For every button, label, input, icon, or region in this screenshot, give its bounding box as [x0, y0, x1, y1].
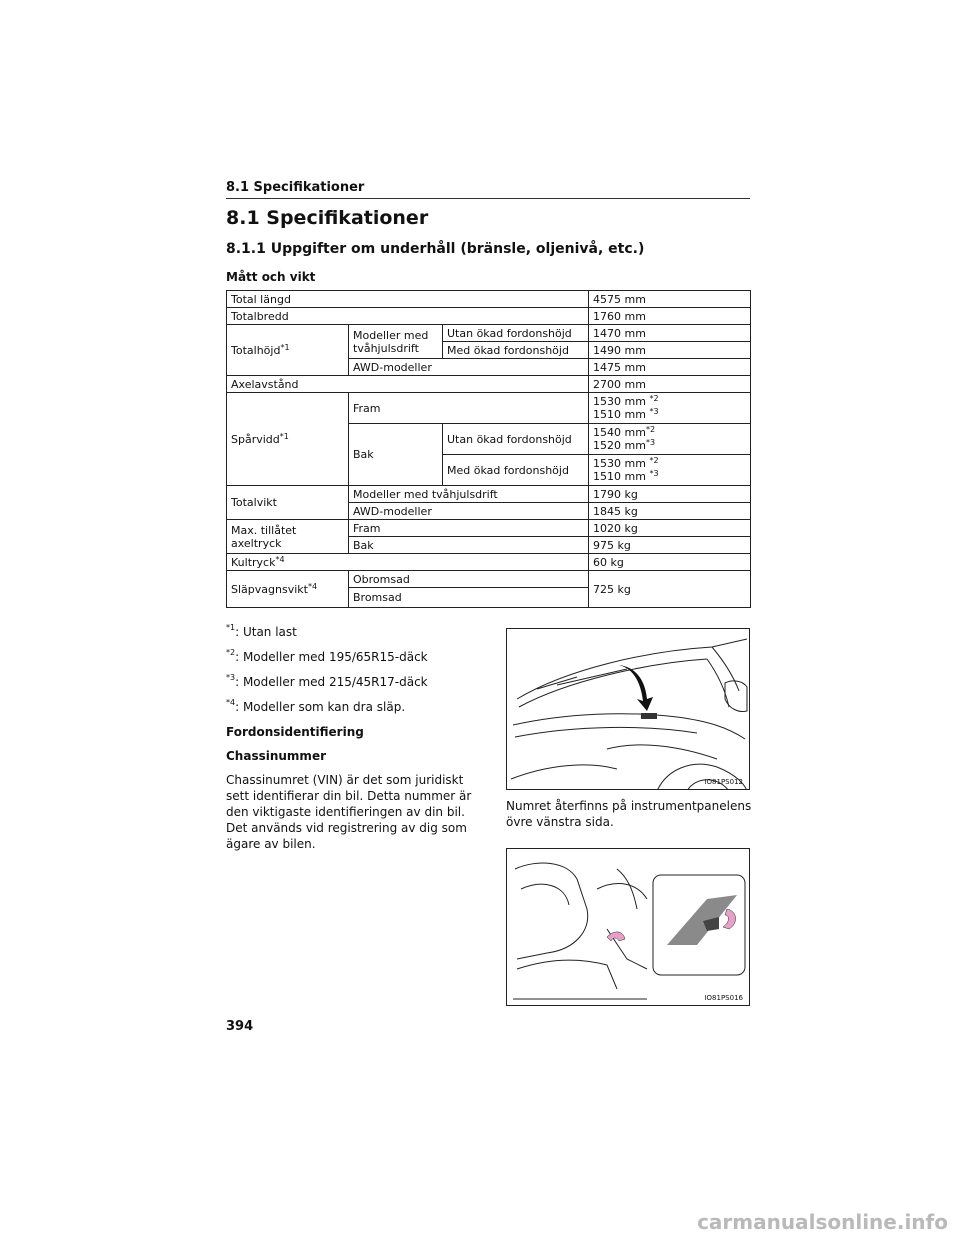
- table-cell: 1020 kg: [589, 520, 751, 537]
- table-cell: Bak: [349, 424, 443, 486]
- table-cell: AWD-modeller: [349, 359, 589, 376]
- table-cell: [589, 424, 751, 455]
- table-cell: [227, 554, 589, 571]
- table-cell: 1845 kg: [589, 503, 751, 520]
- chassis-heading: Chassinummer: [226, 749, 326, 763]
- table-cell: Bromsad: [349, 588, 589, 608]
- car-windshield-drawing: [507, 629, 750, 790]
- footnote-text: : Modeller med 215/45R17-däck: [235, 675, 428, 689]
- footnote-mark: *4: [275, 554, 285, 564]
- table-row: [227, 291, 751, 308]
- table-row: [227, 571, 751, 588]
- table-cell: Med ökad fordonshöjd: [443, 342, 589, 359]
- footnote-mark: *4: [226, 698, 236, 707]
- table-cell: Modeller med tvåhjulsdrift: [349, 486, 589, 503]
- table-row: [227, 376, 751, 393]
- table-cell: [227, 571, 349, 608]
- footnote-mark: *3: [649, 407, 659, 416]
- cell-value: 1540 mm: [593, 426, 646, 439]
- cell-label: Kultryck: [231, 555, 276, 569]
- pointer-arrow-icon: [619, 665, 653, 711]
- table-row: [227, 554, 751, 571]
- header-divider: [226, 198, 750, 199]
- table-cell: Fram: [349, 520, 589, 537]
- footnote-mark: *2: [649, 456, 659, 465]
- cell-value: 1510 mm: [593, 470, 646, 483]
- cell-value: 1530 mm: [593, 457, 646, 470]
- footnote: [226, 699, 476, 715]
- table-cell: Obromsad: [349, 571, 589, 588]
- table-title: Mått och vikt: [226, 270, 316, 284]
- dimensions-table: [226, 290, 751, 608]
- table-row: [227, 393, 751, 424]
- table-cell: [227, 325, 349, 376]
- footnotes-column: [226, 624, 476, 852]
- footnote-mark: *2: [645, 425, 656, 434]
- table-row: [227, 325, 751, 342]
- table-row: [227, 308, 751, 325]
- table-cell: 2700 mm: [589, 376, 751, 393]
- table-cell: 4575 mm: [589, 291, 751, 308]
- table-cell: 1470 mm: [589, 325, 751, 342]
- table-cell: Utan ökad fordonshöjd: [443, 424, 589, 455]
- table-cell: 1790 kg: [589, 486, 751, 503]
- footnote-mark: *1: [280, 342, 290, 352]
- section-subtitle: 8.1.1 Uppgifter om underhåll (bränsle, oljenivå, etc.): [226, 241, 645, 257]
- table-cell: 1760 mm: [589, 308, 751, 325]
- vin-location-illustration: [506, 628, 750, 790]
- cell-label: Spårvidd: [231, 432, 280, 446]
- table-row: [227, 486, 751, 503]
- vin-plate-marker: [641, 713, 657, 719]
- footnote: [226, 624, 476, 640]
- table-cell: Totalbredd: [227, 308, 589, 325]
- cell-value: 1510 mm: [593, 408, 646, 421]
- footnote-mark: *3: [226, 673, 236, 682]
- table-cell: 60 kg: [589, 554, 751, 571]
- table-cell: [227, 393, 349, 486]
- table-cell: Max. tillåtet axeltryck: [227, 520, 349, 554]
- cell-value: 1520 mm: [593, 439, 646, 452]
- footnote-text: : Modeller med 195/65R15-däck: [235, 650, 428, 664]
- page-title: 8.1 Specifikationer: [226, 207, 429, 229]
- figure-code: IO81PS012: [704, 778, 743, 786]
- table-cell: 975 kg: [589, 537, 751, 554]
- floor-vin-illustration: [506, 848, 750, 1006]
- vehicle-id-heading: Fordonsidentifiering: [226, 725, 364, 739]
- table-cell: [589, 393, 751, 424]
- page-number: 394: [226, 1019, 254, 1034]
- table-cell: Med ökad fordonshöjd: [443, 455, 589, 486]
- footnote-mark: *4: [307, 581, 318, 591]
- footnote: [226, 649, 476, 665]
- table-cell: Modeller med tvåhjulsdrift: [349, 325, 443, 359]
- cell-label: Totalhöjd: [231, 343, 281, 357]
- table-cell: AWD-modeller: [349, 503, 589, 520]
- figure-code: IO81PS016: [704, 994, 743, 1002]
- figure-caption: Numret återfinns på instrumentpanelens övre vänstra sida.: [506, 799, 752, 829]
- table-cell: Total längd: [227, 291, 589, 308]
- footnote-mark: *1: [226, 623, 236, 632]
- table-cell: Totalvikt: [227, 486, 349, 520]
- table-cell: [589, 455, 751, 486]
- footnote-mark: *1: [279, 431, 289, 441]
- cell-label: Släpvagnsvikt: [231, 582, 308, 596]
- chassis-paragraph: Chassinumret (VIN) är det som juridiskt sett identifierar din bil. Detta nummer är den viktigaste identifieringen av din bil. Det används vid registrering av dig som ägare av bilen.: [226, 773, 472, 851]
- watermark: carmanualsonline.info: [697, 1210, 948, 1234]
- footnote-mark: *2: [649, 394, 659, 403]
- footnote-text: : Modeller som kan dra släp.: [235, 700, 406, 714]
- table-cell: Utan ökad fordonshöjd: [443, 325, 589, 342]
- footnote-text: : Utan last: [235, 625, 297, 639]
- footnote-mark: *3: [649, 469, 659, 478]
- footnote-mark: *2: [226, 648, 236, 657]
- footnote: [226, 674, 476, 690]
- table-cell: Bak: [349, 537, 589, 554]
- cell-value: 1530 mm: [593, 395, 646, 408]
- running-header: 8.1 Specifikationer: [226, 180, 365, 195]
- table-row: [227, 520, 751, 537]
- table-cell: Axelavstånd: [227, 376, 589, 393]
- table-cell: 1490 mm: [589, 342, 751, 359]
- table-cell: 1475 mm: [589, 359, 751, 376]
- seat-floor-drawing: [507, 849, 750, 1006]
- table-cell: Fram: [349, 393, 589, 424]
- footnote-mark: *3: [645, 438, 656, 447]
- table-cell: 725 kg: [589, 571, 751, 608]
